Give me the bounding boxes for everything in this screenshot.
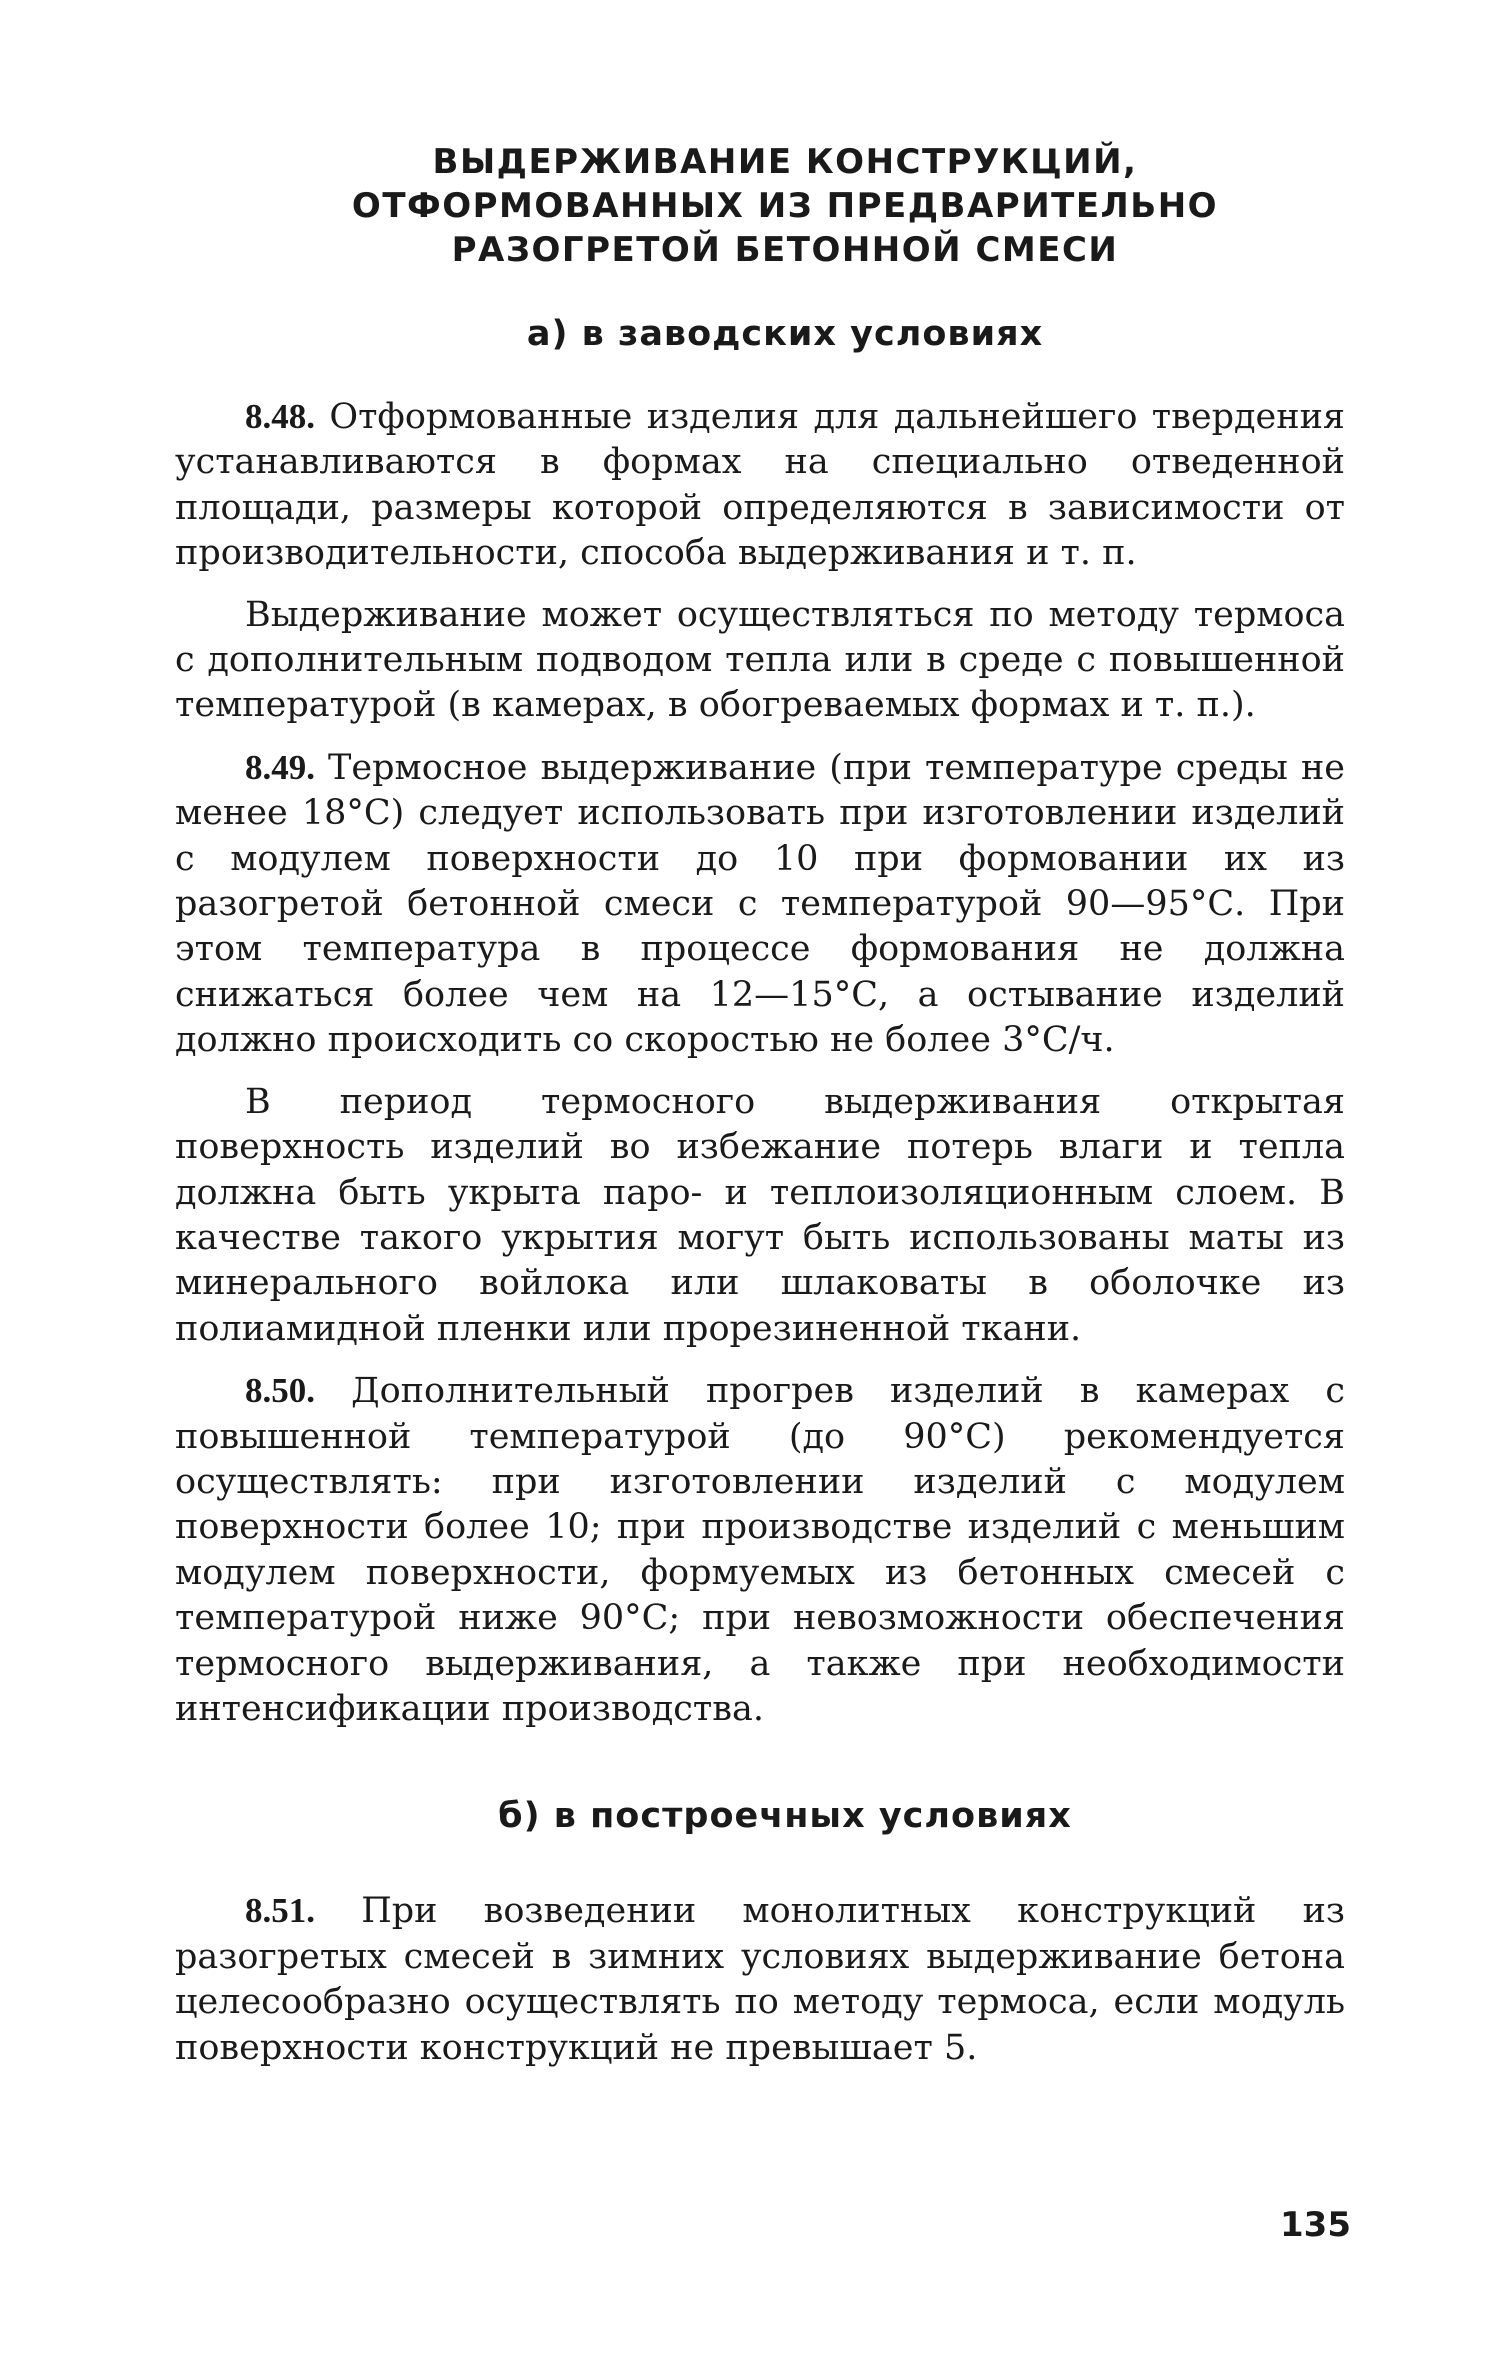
clause-number: 8.49. [245,747,315,787]
page-number: 135 [1280,2205,1351,2245]
page-content [175,140,1345,2071]
paragraph-text: При возведении монолитных конструкций из разогретых смесей в зимних условиях выдерживание бетона целесообразно осуществлять по методу термоса, если модуль поверхности конструкций не превышает 5. [175,1891,1345,2068]
paragraph-text: Отформованные изделия для дальнейшего твердения устанавливаются в формах на специально отведенной площади, размеры которой определяются в зависимости от производительности, способа выдерживания и т. п. [175,397,1345,574]
title-line-3: РАЗОГРЕТОЙ БЕТОННОЙ СМЕСИ [451,230,1119,270]
paragraph-text: Дополнительный прогрев изделий в камерах с повышенной температурой (до 90°С) рекомендуется осуществлять: при изготовлении изделий с модулем поверхности более 10; при производстве изделий с меньшим модулем поверхности, формуемых из бетонных смесей с температурой ниже 90°С; при невозможности обеспечения термосного выдерживания, а также при необходимости интенсификации производства. [175,1371,1345,1729]
title-line-2: ОТФОРМОВАННЫХ ИЗ ПРЕДВАРИТЕЛЬНО [351,186,1219,226]
page-title [225,140,1345,272]
section-heading-factory: а) в заводских условиях [526,314,1044,354]
paragraph-text: Термосное выдерживание (при температуре среды не менее 18°С) следует использовать при изготовлении изделий с модулем поверхности до 10 при формовании их из разогретой бетонной смеси с температурой 90—95°С. При этом температура в процессе формования не должна снижаться более чем на 12—15°С, а остывание изделий должно происходить со скоростью не более 3°С/ч. [175,747,1345,1061]
paragraph-text: Выдерживание может осуществляться по методу термоса с дополнительным подводом тепла или в среде с повышенной температурой (в камерах, в обогреваемых формах и т. п.). [175,594,1345,726]
clause-number: 8.48. [245,397,315,436]
paragraph-8-51 [175,1888,1345,2071]
paragraph-8-48 [175,394,1345,577]
clause-number: 8.50. [245,1371,315,1411]
title-line-1: ВЫДЕРЖИВАНИЕ КОНСТРУКЦИЙ, [432,142,1138,182]
paragraph-text: В период термосного выдерживания открытая поверхность изделий во избежание потерь влаги и тепла должна быть укрыта паро- и теплоизоляционным слоем. В качестве такого укрытия могут быть использованы маты из минерального войлока или шлаковаты в оболочке из полиамидной пленки или прорезиненной ткани. [175,1081,1345,1349]
paragraph-thermos-covering [175,1080,1345,1352]
paragraph-8-50 [175,1368,1345,1732]
clause-number: 8.51. [245,1891,315,1931]
section-heading-construction-site: б) в построечных условиях [498,1796,1072,1837]
paragraph-8-49 [175,745,1345,1064]
paragraph-curing-methods [175,593,1345,729]
